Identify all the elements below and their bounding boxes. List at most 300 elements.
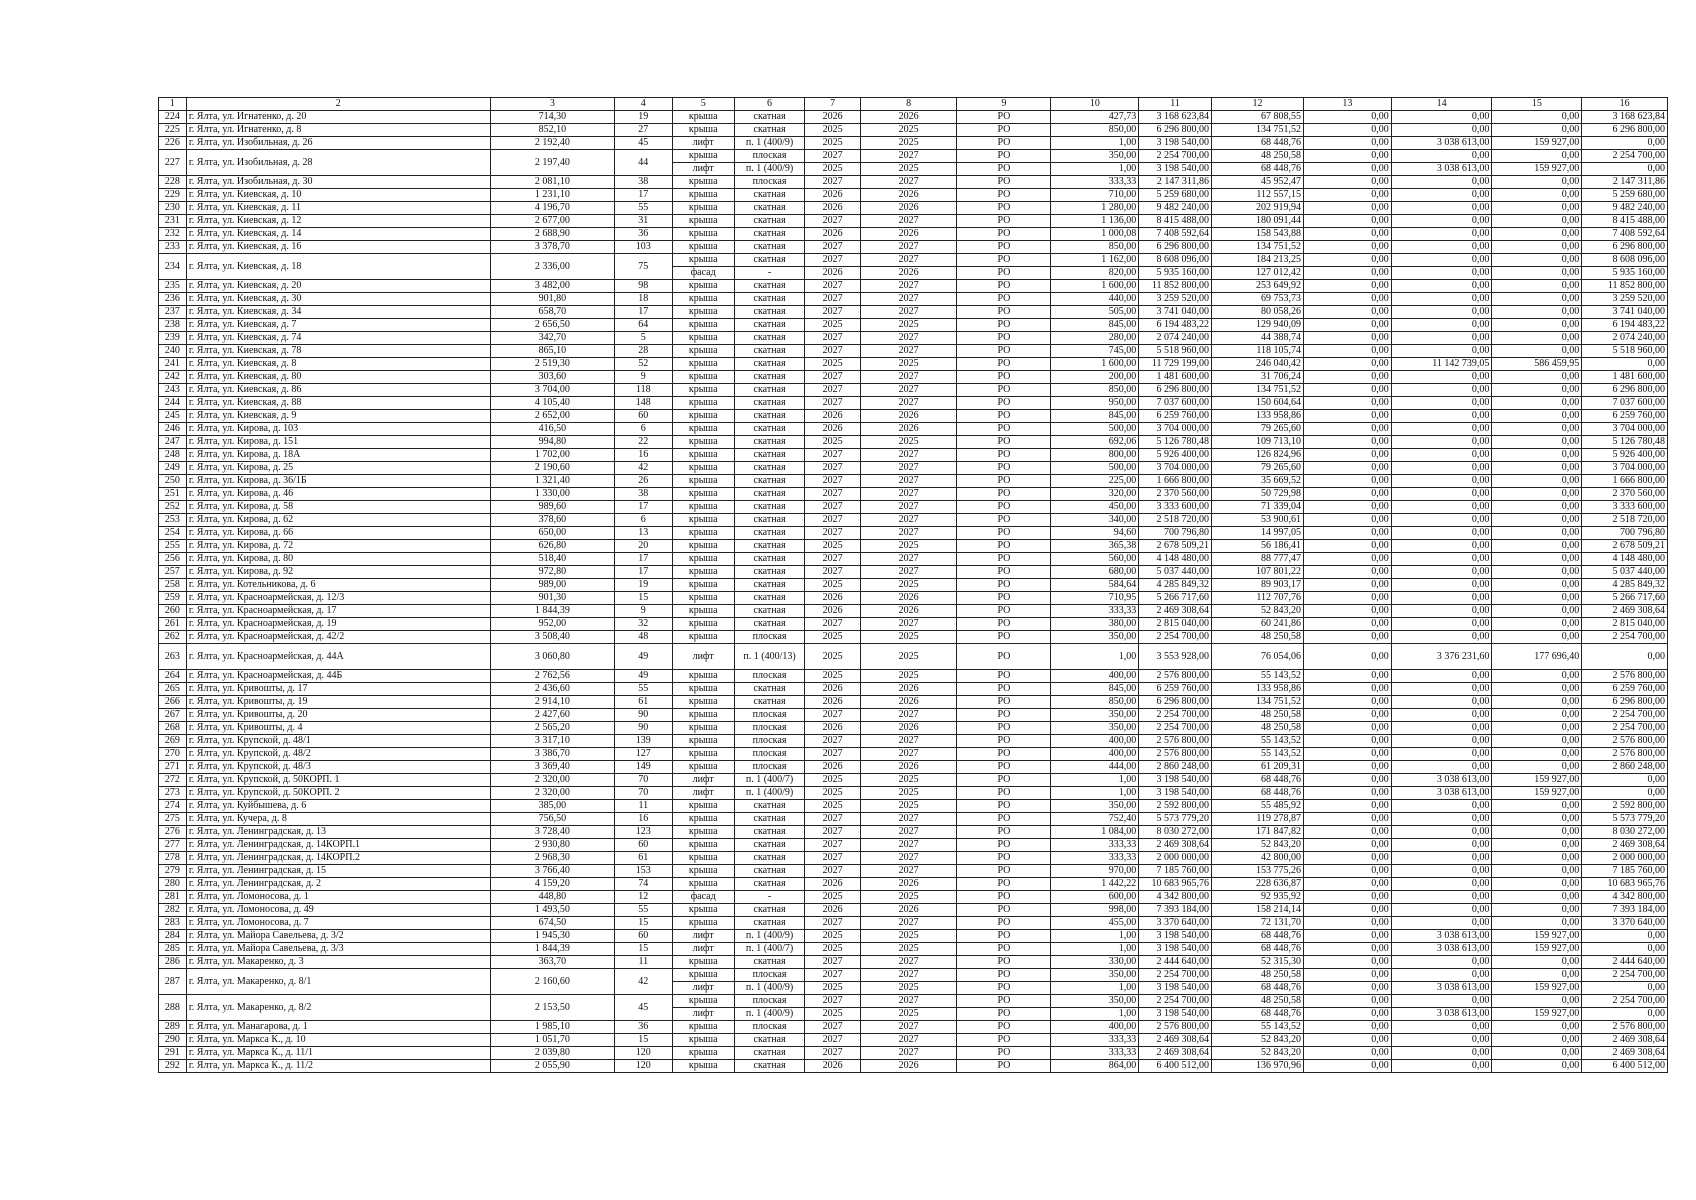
residents-cell: 61 [614,696,672,709]
area-cell: 2 565,20 [490,722,614,735]
source-cell: РО [957,579,1051,592]
cost-extra-cell: 71 339,04 [1212,501,1304,514]
year-start-cell: 2026 [805,592,861,605]
residents-cell: 22 [614,436,672,449]
column-number-15: 15 [1492,98,1582,111]
year-end-cell: 2025 [861,579,957,592]
cost-total-cell: 3 198 540,00 [1139,163,1212,176]
year-end-cell: 2027 [861,150,957,163]
year-start-cell: 2027 [805,254,861,267]
element-type-cell: крыша [672,488,734,501]
year-start-cell: 2027 [805,306,861,319]
element-type-cell: крыша [672,189,734,202]
cost-fund-c-cell: 159 927,00 [1492,774,1582,787]
source-cell: РО [957,514,1051,527]
year-end-cell: 2026 [861,683,957,696]
cost-fund-c-cell: 0,00 [1492,1060,1582,1073]
area-cell: 3 766,40 [490,865,614,878]
cost-fund-a-cell: 0,00 [1304,215,1392,228]
cost-extra-cell: 79 265,60 [1212,462,1304,475]
area-cell: 901,80 [490,293,614,306]
cost-extra-cell: 68 448,76 [1212,163,1304,176]
cost-fund-b-cell: 0,00 [1391,956,1492,969]
year-start-cell: 2026 [805,423,861,436]
cost-fund-c-cell: 159 927,00 [1492,1008,1582,1021]
volume-cell: 1,00 [1051,930,1139,943]
source-cell: РО [957,943,1051,956]
year-start-cell: 2026 [805,904,861,917]
area-cell: 626,80 [490,540,614,553]
residents-cell: 153 [614,865,672,878]
year-start-cell: 2027 [805,384,861,397]
cost-fund-c-cell: 0,00 [1492,618,1582,631]
address-cell: г. Ялта, ул. Ленинградская, д. 14КОРП.2 [186,852,490,865]
cost-extra-cell: 55 143,52 [1212,748,1304,761]
cost-regional-cell: 7 037 600,00 [1582,397,1668,410]
residents-cell: 127 [614,748,672,761]
cost-regional-cell: 7 393 184,00 [1582,904,1668,917]
area-cell: 650,00 [490,527,614,540]
residents-cell: 15 [614,592,672,605]
cost-fund-b-cell: 0,00 [1391,436,1492,449]
cost-extra-cell: 158 214,14 [1212,904,1304,917]
year-end-cell: 2027 [861,254,957,267]
source-cell: РО [957,592,1051,605]
year-start-cell: 2027 [805,839,861,852]
row-number: 234 [159,254,187,280]
area-cell: 2 197,40 [490,150,614,176]
row-number: 288 [159,995,187,1021]
year-end-cell: 2026 [861,111,957,124]
element-type-cell: крыша [672,566,734,579]
cost-extra-cell: 89 903,17 [1212,579,1304,592]
cost-total-cell: 5 259 680,00 [1139,189,1212,202]
residents-cell: 44 [614,150,672,176]
cost-fund-a-cell: 0,00 [1304,436,1392,449]
row-number: 245 [159,410,187,423]
volume-cell: 1,00 [1051,644,1139,670]
element-type-cell: крыша [672,618,734,631]
address-cell: г. Ялта, ул. Маркса К., д. 11/1 [186,1047,490,1060]
year-start-cell: 2026 [805,189,861,202]
cost-fund-a-cell: 0,00 [1304,1060,1392,1073]
column-number-3: 3 [490,98,614,111]
cost-fund-c-cell: 0,00 [1492,904,1582,917]
address-cell: г. Ялта, ул. Киевская, д. 74 [186,332,490,345]
cost-regional-cell: 3 168 623,84 [1582,111,1668,124]
residents-cell: 60 [614,839,672,852]
cost-total-cell: 6 296 800,00 [1139,696,1212,709]
year-start-cell: 2027 [805,917,861,930]
cost-regional-cell: 6 296 800,00 [1582,384,1668,397]
address-cell: г. Ялта, ул. Киевская, д. 86 [186,384,490,397]
cost-fund-a-cell: 0,00 [1304,1008,1392,1021]
cost-fund-b-cell: 0,00 [1391,1060,1492,1073]
element-type-cell: крыша [672,1034,734,1047]
table-row [159,410,1668,423]
cost-total-cell: 3 704 000,00 [1139,423,1212,436]
cost-fund-a-cell: 0,00 [1304,514,1392,527]
cost-fund-c-cell: 159 927,00 [1492,930,1582,943]
element-type-cell: крыша [672,345,734,358]
table-row [159,228,1668,241]
element-type-cell: крыша [672,592,734,605]
row-number: 236 [159,293,187,306]
cost-extra-cell: 119 278,87 [1212,813,1304,826]
table-row [159,943,1668,956]
element-type-cell: крыша [672,865,734,878]
cost-extra-cell: 48 250,58 [1212,709,1304,722]
cost-fund-b-cell: 0,00 [1391,189,1492,202]
cost-fund-a-cell: 0,00 [1304,891,1392,904]
cost-regional-cell: 2 444 640,00 [1582,956,1668,969]
cost-fund-c-cell: 0,00 [1492,813,1582,826]
element-type-cell: крыша [672,969,734,982]
residents-cell: 49 [614,644,672,670]
row-number: 238 [159,319,187,332]
area-cell: 2 336,00 [490,254,614,280]
element-subtype-cell: скатная [734,293,805,306]
year-start-cell: 2027 [805,1047,861,1060]
cost-regional-cell: 10 683 965,76 [1582,878,1668,891]
table-row [159,371,1668,384]
cost-fund-c-cell: 0,00 [1492,917,1582,930]
address-cell: г. Ялта, ул. Крупской, д. 50КОРП. 1 [186,774,490,787]
cost-total-cell: 6 259 760,00 [1139,683,1212,696]
year-start-cell: 2027 [805,475,861,488]
area-cell: 901,30 [490,592,614,605]
year-start-cell: 2027 [805,488,861,501]
residents-cell: 70 [614,787,672,800]
element-type-cell: крыша [672,605,734,618]
cost-fund-b-cell: 0,00 [1391,748,1492,761]
address-cell: г. Ялта, ул. Киевская, д. 11 [186,202,490,215]
area-cell: 3 060,80 [490,644,614,670]
area-cell: 4 105,40 [490,397,614,410]
cost-fund-a-cell: 0,00 [1304,293,1392,306]
cost-extra-cell: 133 958,86 [1212,683,1304,696]
row-number: 274 [159,800,187,813]
row-number: 228 [159,176,187,189]
volume-cell: 505,00 [1051,306,1139,319]
cost-extra-cell: 126 824,96 [1212,449,1304,462]
year-end-cell: 2025 [861,774,957,787]
source-cell: РО [957,956,1051,969]
element-type-cell: лифт [672,930,734,943]
cost-fund-b-cell: 11 142 739,05 [1391,358,1492,371]
cost-regional-cell: 5 573 779,20 [1582,813,1668,826]
address-cell: г. Ялта, ул. Игнатенко, д. 8 [186,124,490,137]
cost-fund-a-cell: 0,00 [1304,943,1392,956]
cost-extra-cell: 153 775,26 [1212,865,1304,878]
cost-fund-b-cell: 0,00 [1391,267,1492,280]
element-type-cell: лифт [672,163,734,176]
cost-fund-b-cell: 0,00 [1391,215,1492,228]
cost-fund-c-cell: 0,00 [1492,1034,1582,1047]
cost-fund-c-cell: 0,00 [1492,449,1582,462]
year-start-cell: 2026 [805,878,861,891]
year-end-cell: 2027 [861,397,957,410]
area-cell: 448,80 [490,891,614,904]
year-end-cell: 2027 [861,748,957,761]
year-end-cell: 2026 [861,267,957,280]
source-cell: РО [957,930,1051,943]
cost-regional-cell: 7 185 760,00 [1582,865,1668,878]
cost-fund-a-cell: 0,00 [1304,241,1392,254]
cost-fund-b-cell: 0,00 [1391,1034,1492,1047]
volume-cell: 1 280,00 [1051,202,1139,215]
address-cell: г. Ялта, ул. Кривошты, д. 19 [186,696,490,709]
cost-extra-cell: 118 105,74 [1212,345,1304,358]
source-cell: РО [957,904,1051,917]
cost-fund-a-cell: 0,00 [1304,527,1392,540]
element-subtype-cell: скатная [734,215,805,228]
year-end-cell: 2027 [861,449,957,462]
element-subtype-cell: скатная [734,475,805,488]
cost-extra-cell: 35 669,52 [1212,475,1304,488]
cost-fund-b-cell: 0,00 [1391,293,1492,306]
volume-cell: 1 000,08 [1051,228,1139,241]
element-type-cell: лифт [672,943,734,956]
column-number-row [159,98,1668,111]
column-number-8: 8 [861,98,957,111]
address-cell: г. Ялта, ул. Кирова, д. 72 [186,540,490,553]
cost-extra-cell: 68 448,76 [1212,774,1304,787]
residents-cell: 38 [614,488,672,501]
residents-cell: 15 [614,943,672,956]
cost-fund-c-cell: 0,00 [1492,865,1582,878]
cost-fund-b-cell: 0,00 [1391,410,1492,423]
element-type-cell: крыша [672,306,734,319]
element-type-cell: крыша [672,332,734,345]
area-cell: 3 508,40 [490,631,614,644]
address-cell: г. Ялта, ул. Кирова, д. 151 [186,436,490,449]
year-end-cell: 2026 [861,228,957,241]
table-row [159,865,1668,878]
element-subtype-cell: плоская [734,150,805,163]
cost-fund-c-cell: 0,00 [1492,501,1582,514]
element-type-cell: лифт [672,1008,734,1021]
cost-fund-a-cell: 0,00 [1304,592,1392,605]
residents-cell: 12 [614,891,672,904]
cost-total-cell: 2 576 800,00 [1139,748,1212,761]
element-type-cell: крыша [672,397,734,410]
cost-regional-cell: 2 000 000,00 [1582,852,1668,865]
volume-cell: 450,00 [1051,501,1139,514]
area-cell: 756,50 [490,813,614,826]
cost-extra-cell: 68 448,76 [1212,1008,1304,1021]
element-subtype-cell: скатная [734,566,805,579]
element-subtype-cell: скатная [734,436,805,449]
year-end-cell: 2026 [861,410,957,423]
table-row [159,1021,1668,1034]
table-row [159,319,1668,332]
table-row [159,137,1668,150]
residents-cell: 13 [614,527,672,540]
cost-total-cell: 7 393 184,00 [1139,904,1212,917]
volume-cell: 1,00 [1051,982,1139,995]
element-subtype-cell: скатная [734,917,805,930]
source-cell: РО [957,761,1051,774]
source-cell: РО [957,1021,1051,1034]
residents-cell: 15 [614,1034,672,1047]
element-subtype-cell: п. 1 (400/7) [734,943,805,956]
table-row [159,904,1668,917]
cost-total-cell: 2 254 700,00 [1139,150,1212,163]
area-cell: 1 945,30 [490,930,614,943]
cost-total-cell: 4 148 480,00 [1139,553,1212,566]
volume-cell: 845,00 [1051,319,1139,332]
cost-total-cell: 5 935 160,00 [1139,267,1212,280]
year-end-cell: 2026 [861,722,957,735]
cost-total-cell: 2 815 040,00 [1139,618,1212,631]
volume-cell: 350,00 [1051,709,1139,722]
cost-fund-b-cell: 3 038 613,00 [1391,163,1492,176]
volume-cell: 350,00 [1051,995,1139,1008]
area-cell: 1 321,40 [490,475,614,488]
cost-total-cell: 3 259 520,00 [1139,293,1212,306]
cost-fund-b-cell: 0,00 [1391,384,1492,397]
volume-cell: 680,00 [1051,566,1139,579]
source-cell: РО [957,397,1051,410]
volume-cell: 1,00 [1051,787,1139,800]
table-row [159,332,1668,345]
element-type-cell: крыша [672,1047,734,1060]
source-cell: РО [957,527,1051,540]
column-number-11: 11 [1139,98,1212,111]
volume-cell: 400,00 [1051,670,1139,683]
table-row [159,969,1668,982]
element-subtype-cell: скатная [734,904,805,917]
year-end-cell: 2027 [861,553,957,566]
column-number-5: 5 [672,98,734,111]
volume-cell: 200,00 [1051,371,1139,384]
cost-fund-c-cell: 159 927,00 [1492,137,1582,150]
year-start-cell: 2027 [805,748,861,761]
year-start-cell: 2027 [805,969,861,982]
row-number: 255 [159,540,187,553]
cost-total-cell: 3 741 040,00 [1139,306,1212,319]
cost-fund-b-cell: 3 038 613,00 [1391,787,1492,800]
year-end-cell: 2027 [861,306,957,319]
row-number: 250 [159,475,187,488]
row-number: 263 [159,644,187,670]
cost-extra-cell: 31 706,24 [1212,371,1304,384]
cost-fund-c-cell: 0,00 [1492,761,1582,774]
volume-cell: 500,00 [1051,462,1139,475]
row-number: 231 [159,215,187,228]
table-row [159,735,1668,748]
year-end-cell: 2025 [861,982,957,995]
volume-cell: 1 084,00 [1051,826,1139,839]
element-type-cell: фасад [672,267,734,280]
source-cell: РО [957,137,1051,150]
cost-fund-b-cell: 0,00 [1391,917,1492,930]
source-cell: РО [957,644,1051,670]
cost-fund-c-cell: 0,00 [1492,722,1582,735]
source-cell: РО [957,631,1051,644]
volume-cell: 1 600,00 [1051,280,1139,293]
element-type-cell: крыша [672,436,734,449]
source-cell: РО [957,488,1051,501]
residents-cell: 120 [614,1060,672,1073]
cost-extra-cell: 55 143,52 [1212,670,1304,683]
cost-fund-a-cell: 0,00 [1304,605,1392,618]
row-number: 275 [159,813,187,826]
area-cell: 2 192,40 [490,137,614,150]
cost-fund-b-cell: 3 038 613,00 [1391,943,1492,956]
address-cell: г. Ялта, ул. Киевская, д. 18 [186,254,490,280]
residents-cell: 16 [614,813,672,826]
cost-regional-cell: 0,00 [1582,137,1668,150]
cost-total-cell: 11 852 800,00 [1139,280,1212,293]
address-cell: г. Ялта, ул. Куйбышева, д. 6 [186,800,490,813]
year-end-cell: 2027 [861,1021,957,1034]
cost-total-cell: 3 553 928,00 [1139,644,1212,670]
cost-fund-b-cell: 0,00 [1391,501,1492,514]
element-subtype-cell: скатная [734,397,805,410]
element-type-cell: крыша [672,475,734,488]
cost-extra-cell: 79 265,60 [1212,423,1304,436]
area-cell: 3 369,40 [490,761,614,774]
cost-fund-a-cell: 0,00 [1304,839,1392,852]
element-type-cell: крыша [672,735,734,748]
source-cell: РО [957,501,1051,514]
residents-cell: 42 [614,969,672,995]
element-type-cell: крыша [672,579,734,592]
element-subtype-cell: скатная [734,1034,805,1047]
cost-regional-cell: 6 400 512,00 [1582,1060,1668,1073]
column-number-9: 9 [957,98,1051,111]
source-cell: РО [957,813,1051,826]
row-number: 242 [159,371,187,384]
year-start-cell: 2027 [805,449,861,462]
volume-cell: 820,00 [1051,267,1139,280]
residents-cell: 55 [614,683,672,696]
year-end-cell: 2027 [861,1034,957,1047]
year-start-cell: 2025 [805,943,861,956]
cost-regional-cell: 5 037 440,00 [1582,566,1668,579]
table-row [159,826,1668,839]
cost-extra-cell: 67 808,55 [1212,111,1304,124]
element-subtype-cell: скатная [734,540,805,553]
source-cell: РО [957,1060,1051,1073]
row-number: 292 [159,1060,187,1073]
year-end-cell: 2027 [861,995,957,1008]
element-type-cell: крыша [672,553,734,566]
residents-cell: 48 [614,631,672,644]
table-row [159,1034,1668,1047]
element-type-cell: крыша [672,527,734,540]
cost-total-cell: 2 147 311,86 [1139,176,1212,189]
volume-cell: 333,33 [1051,852,1139,865]
address-cell: г. Ялта, ул. Крупской, д. 48/1 [186,735,490,748]
element-subtype-cell: плоская [734,969,805,982]
source-cell: РО [957,332,1051,345]
cost-fund-c-cell: 0,00 [1492,878,1582,891]
cost-regional-cell: 6 296 800,00 [1582,241,1668,254]
source-cell: РО [957,202,1051,215]
source-cell: РО [957,280,1051,293]
row-number: 251 [159,488,187,501]
cost-regional-cell: 0,00 [1582,358,1668,371]
cost-fund-b-cell: 3 038 613,00 [1391,982,1492,995]
cost-fund-c-cell: 586 459,95 [1492,358,1582,371]
element-subtype-cell: скатная [734,800,805,813]
cost-fund-b-cell: 0,00 [1391,969,1492,982]
table-row [159,553,1668,566]
cost-regional-cell: 1 481 600,00 [1582,371,1668,384]
